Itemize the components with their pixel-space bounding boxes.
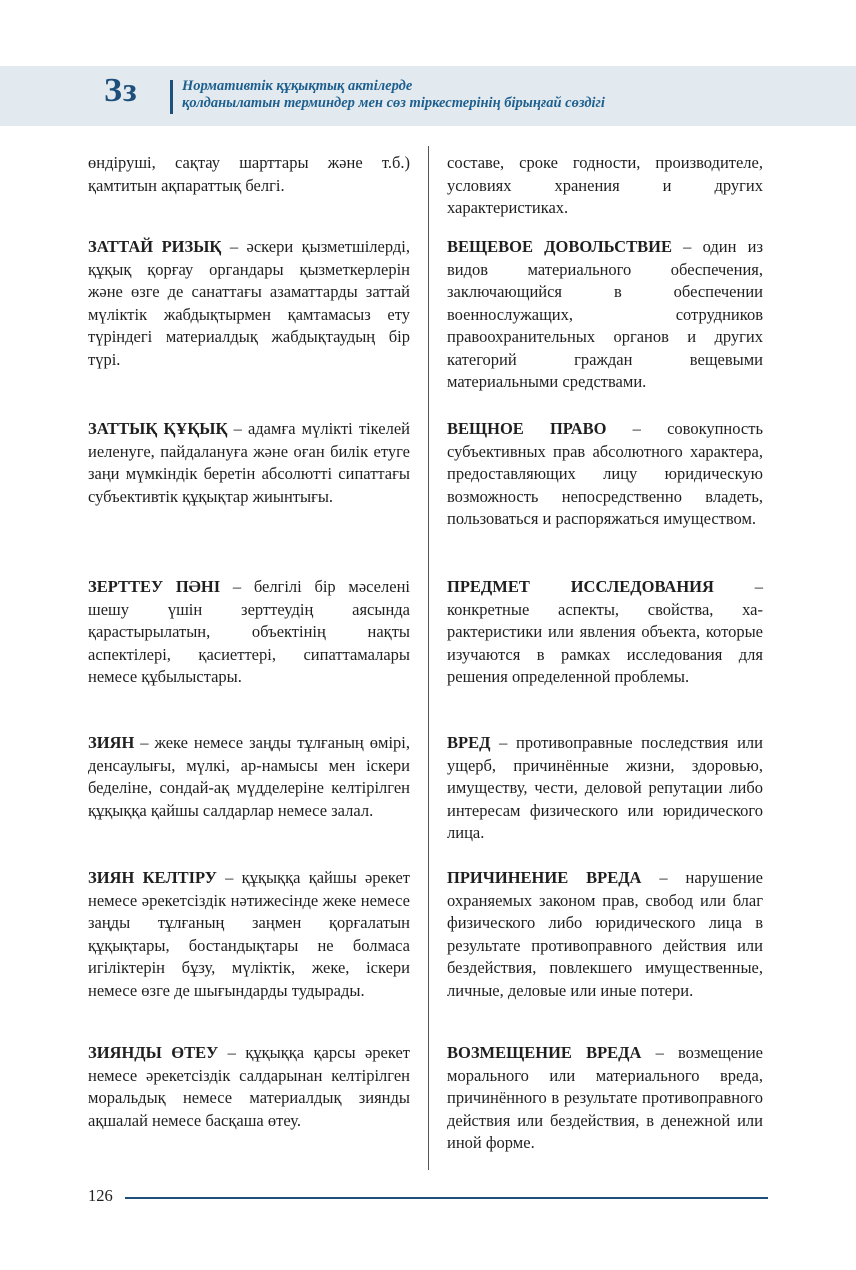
definition-ru: – нарушение охраняемых законом прав, свобод или благ физического либо юридического лица в результате противоправного действия или бездействия, повлекшего имущественные, личные, деловые или иные потери. — [447, 868, 764, 1000]
entry-kz — [88, 418, 410, 508]
entry-ru — [447, 1042, 763, 1155]
term-kz: ЗИЯН — [88, 733, 135, 752]
entry-kz — [88, 732, 410, 822]
term-kz: ЗЕРТТЕУ ПӘНІ — [88, 577, 221, 596]
header-title-line2: қолданылатын терминдер мен сөз тіркестерінің бірыңғай сөздігі — [182, 95, 605, 111]
definition-ru: – противоправные последствия или ущерб, причинённые жизни, здоровью, имуществу, чести, деловой репутации либо интересам физического или юридического лица. — [447, 733, 763, 842]
column-divider — [428, 146, 429, 1170]
definition-ru: – возмещение морального или материального вреда, причинённого в результате противоправного действия или бездействия, в денежной или иной форме. — [447, 1043, 763, 1152]
term-kz: ЗАТТАЙ РИЗЫҚ — [88, 237, 222, 256]
term-ru: ПРЕДМЕТ ИССЛЕДОВАНИЯ — [447, 577, 714, 596]
definition-ru: составе, сроке годности, производителе, условиях хранения и других характеристиках. — [447, 153, 763, 217]
definition-kz: өндіруші, сақтау шарттары және т.б.) қамтитын ақпараттық белгі. — [88, 153, 410, 195]
definition-kz: – белгілі бір мәселені шешу үшін зерттеудің аясында қарастырылатын, объектінің нақты аспектілері, қасиеттері, сипаттамалары немесе құбылыстары. — [88, 577, 410, 686]
header-divider — [170, 80, 173, 114]
entry-ru — [447, 867, 763, 1002]
term-ru: ПРИЧИНЕНИЕ ВРЕДА — [447, 868, 642, 887]
term-ru: ВОЗМЕЩЕНИЕ ВРЕДА — [447, 1043, 642, 1062]
entry-ru — [447, 418, 763, 531]
definition-kz: – әскери қызметшілерді, құқық қорғау органдары қызметкерлерін және өзге де санаттағы азаматтарды заттай мүліктік жабдықтырмен қамтамасыз ету түріндегі материалдық жабдықтаудың бір түрі. — [88, 237, 410, 369]
term-ru: ВРЕД — [447, 733, 491, 752]
definition-kz: – жеке немесе заңды тұлғаның өмірі, денсаулығы, мүлкі, ар-намысы мен іскери беделіне, сондай-ақ мүдделеріне келтірілген құқыққа қайшы салдарлар немесе залал. — [88, 733, 410, 820]
definition-ru: – конкретные аспекты, свойства, характеристики или явления объекта, которые изучаются в рамках исследования для решения определенной проблемы. — [447, 577, 763, 686]
entry-kz — [88, 867, 410, 1002]
footer-rule — [125, 1197, 768, 1199]
section-letter: Зз — [104, 72, 138, 109]
entry-ru — [447, 152, 763, 220]
entry-kz — [88, 576, 410, 689]
term-kz: ЗАТТЫҚ ҚҰҚЫҚ — [88, 419, 228, 438]
entry-kz — [88, 152, 410, 197]
term-kz: ЗИЯН КЕЛТІРУ — [88, 868, 217, 887]
header-title-line1: Нормативтік құқықтық актілерде — [182, 78, 413, 94]
definition-kz: – адамға мүлікті тікелей иеленуге, пайдалануға және оған билік етуге заңи мүмкіндік беретін абсолютті сипаттағы субъективтік құқықтар жиынтығы. — [88, 419, 410, 506]
definition-ru: – один из видов материального обеспечения, заключающийся в обеспечении военнослужащих, сотрудников правоохранительных органов и других категорий граждан вещевыми материальными средствами. — [447, 237, 763, 391]
entry-kz — [88, 1042, 410, 1132]
entry-kz — [88, 236, 410, 371]
entry-ru — [447, 732, 763, 845]
page-number: 126 — [88, 1186, 113, 1205]
term-ru: ВЕЩЕВОЕ ДОВОЛЬСТВИЕ — [447, 237, 672, 256]
entry-ru — [447, 236, 763, 394]
entry-ru — [447, 576, 763, 689]
definition-ru: – совокупность субъективных прав абсолютного характера, предоставляющих лицу юридическую возможность непосредственно владеть, пользоваться и распоряжаться имуществом. — [447, 419, 763, 528]
term-ru: ВЕЩНОЕ ПРАВО — [447, 419, 607, 438]
term-kz: ЗИЯНДЫ ӨТЕУ — [88, 1043, 219, 1062]
definition-kz: – құқыққа қайшы әрекет немесе әрекетсіздік нәтижесінде жеке немесе заңды тұлғаның заңмен қорғалатын құқықтары, бостандықтары не болмаса игіліктерін бұзу, мүліктік, жеке, іскери немесе өзге де шығындарды тудырады. — [88, 868, 410, 1000]
header-title — [182, 78, 605, 112]
definition-kz: – құқыққа қарсы әрекет немесе әрекетсіздік салдарынан келтірілген моральдық немесе материалдық зиянды ақшалай немесе басқаша өтеу. — [88, 1043, 410, 1130]
